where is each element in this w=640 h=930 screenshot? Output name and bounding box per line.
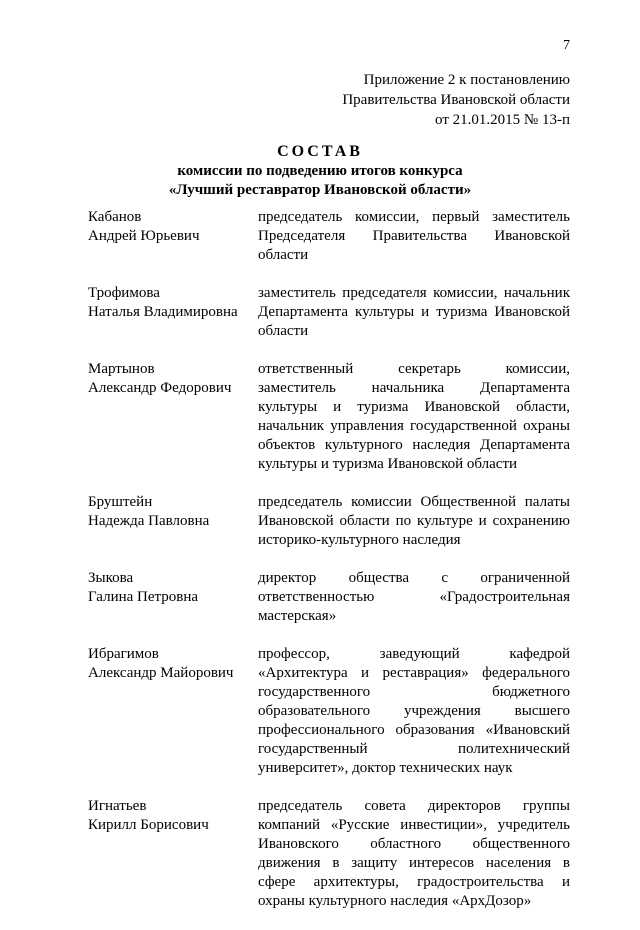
member-row xyxy=(88,645,570,778)
document-subtitle-line: «Лучший реставратор Ивановской области» xyxy=(168,182,472,198)
member-role-line: ответственностью «Градостроительная xyxy=(258,589,570,605)
member-surname: Трофимова xyxy=(88,285,160,301)
member-role-line: профессионального образования «Ивановский xyxy=(258,722,570,738)
member-given-name: Александр Федорович xyxy=(88,380,232,396)
member-given-name: Александр Майорович xyxy=(88,665,234,681)
member-name xyxy=(88,208,258,265)
member-role-line: государственный политехнический xyxy=(258,741,570,757)
member-role-line: мастерская» xyxy=(258,608,337,624)
commission-members-list xyxy=(88,208,570,930)
member-role-line: движения в защиту интересов населения в xyxy=(258,855,570,871)
member-role-line: культуры и туризма Ивановской области, xyxy=(258,399,570,415)
member-role-line: председатель комиссии Общественной палаты xyxy=(258,494,570,510)
member-role xyxy=(258,284,570,341)
member-role xyxy=(258,569,570,626)
member-given-name: Наталья Владимировна xyxy=(88,304,238,320)
member-role-line: объектов культурного наследия Департамента xyxy=(258,437,570,453)
document-title: СОСТАВ xyxy=(277,143,363,160)
member-role xyxy=(258,493,570,550)
member-role-line: заместитель председателя комиссии, начальник xyxy=(258,285,570,301)
member-role-line: области xyxy=(258,323,309,339)
member-role-line: Председателя Правительства Ивановской xyxy=(258,228,570,244)
member-role-line: историко-культурного наследия xyxy=(258,532,461,548)
member-role-line: компаний «Русские инвестиции», учредитель xyxy=(258,817,570,833)
member-surname: Ибрагимов xyxy=(88,646,159,662)
member-role-line: университет», доктор технических наук xyxy=(258,760,513,776)
member-role-line: Департамента культуры и туризма Ивановской xyxy=(258,304,570,320)
member-row xyxy=(88,569,570,626)
member-role-line: «Архитектура и реставрация» федерального xyxy=(258,665,570,681)
member-role-line: Ивановского областного общественного xyxy=(258,836,570,852)
member-role xyxy=(258,360,570,474)
member-role-line: профессор, заведующий кафедрой xyxy=(258,646,570,662)
member-role-line: председатель комиссии, первый заместитель xyxy=(258,209,570,225)
member-given-name: Кирилл Борисович xyxy=(88,817,209,833)
member-role-line: культуры и туризма Ивановской области xyxy=(258,456,518,472)
member-role-line: охраны культурного наследия «АрхДозор» xyxy=(258,893,532,909)
member-role xyxy=(258,645,570,778)
member-given-name: Галина Петровна xyxy=(88,589,199,605)
member-role-line: директор общества с ограниченной xyxy=(258,570,570,586)
member-surname: Зыкова xyxy=(88,570,134,586)
member-surname: Игнатьев xyxy=(88,798,147,814)
member-surname: Бруштейн xyxy=(88,494,153,510)
page-number: 7 xyxy=(563,38,570,53)
member-role-line: Ивановской области по культуре и сохранению xyxy=(258,513,570,529)
member-name xyxy=(88,797,258,911)
member-surname: Мартынов xyxy=(88,361,155,377)
appendix-line: Приложение 2 к постановлению xyxy=(363,72,570,88)
member-role-line: сфере архитектуры, градостроительства и xyxy=(258,874,570,890)
appendix-line: от 21.01.2015 № 13-п xyxy=(435,112,570,128)
member-name xyxy=(88,360,258,474)
member-role-line: государственного бюджетного xyxy=(258,684,570,700)
member-surname: Кабанов xyxy=(88,209,142,225)
member-role-line: области xyxy=(258,247,309,263)
document-subtitle-line: комиссии по подведению итогов конкурса xyxy=(177,163,463,179)
member-role xyxy=(258,208,570,265)
member-row xyxy=(88,360,570,474)
member-row xyxy=(88,797,570,911)
appendix-header xyxy=(342,70,570,130)
member-name xyxy=(88,493,258,550)
member-role xyxy=(258,797,570,911)
member-role-line: образовательного учреждения высшего xyxy=(258,703,570,719)
document-heading xyxy=(0,142,640,200)
appendix-line: Правительства Ивановской области xyxy=(342,92,570,108)
member-row xyxy=(88,208,570,265)
member-role-line: заместитель начальника Департамента xyxy=(258,380,570,396)
member-row xyxy=(88,284,570,341)
member-name xyxy=(88,569,258,626)
member-name xyxy=(88,284,258,341)
member-given-name: Андрей Юрьевич xyxy=(88,228,200,244)
member-role-line: ответственный секретарь комиссии, xyxy=(258,361,570,377)
member-name xyxy=(88,645,258,778)
member-row xyxy=(88,493,570,550)
member-role-line: председатель совета директоров группы xyxy=(258,798,570,814)
member-given-name: Надежда Павловна xyxy=(88,513,210,529)
member-role-line: начальник управления государственной охраны xyxy=(258,418,570,434)
